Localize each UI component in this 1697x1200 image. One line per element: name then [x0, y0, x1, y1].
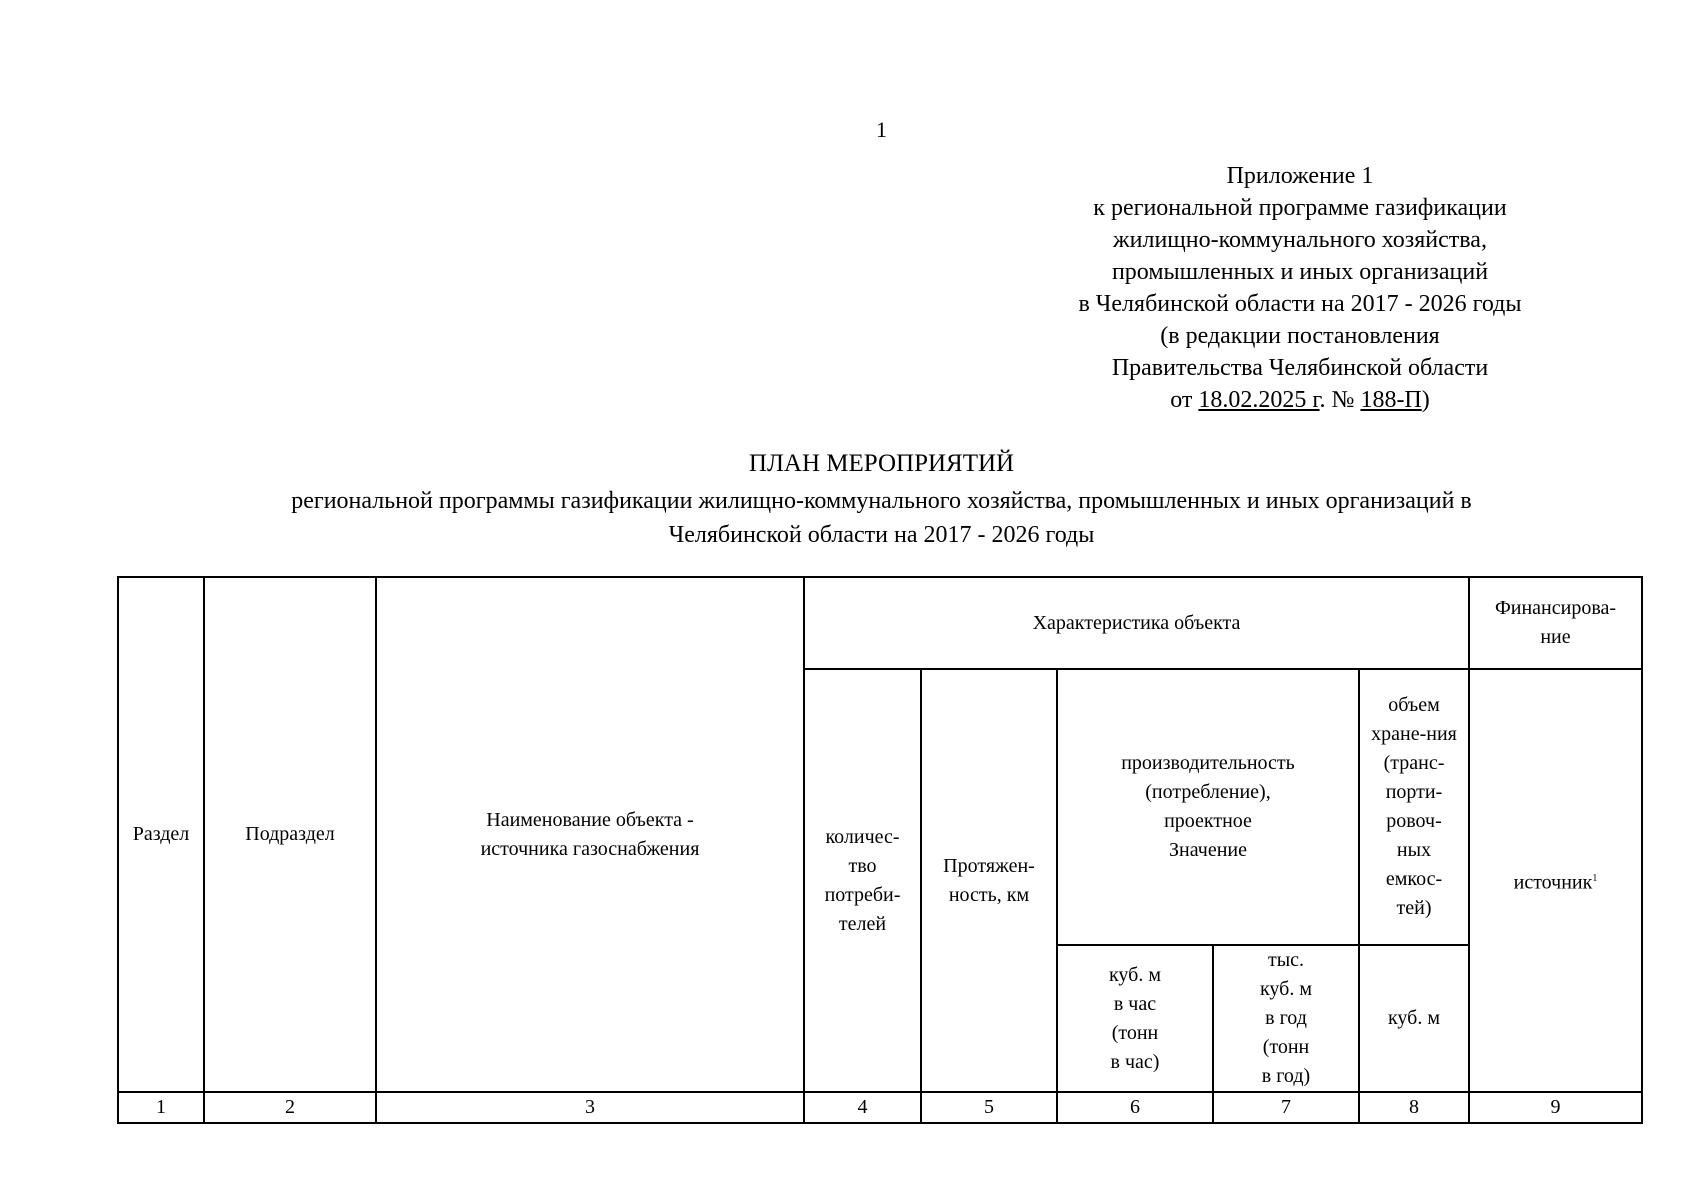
consumers-line: потреби-: [824, 883, 901, 906]
column-number-row: [118, 1092, 1642, 1123]
per-hour-line: куб. м: [1108, 963, 1161, 986]
header-financing: [1469, 577, 1642, 669]
productivity-line: (потребление),: [1145, 781, 1271, 803]
storage-line: (транс-: [1383, 752, 1445, 774]
consumers-line: телей: [838, 912, 887, 935]
per-year-line: (тонн: [1262, 1036, 1310, 1058]
appendix-date-line: [1020, 384, 1580, 416]
appendix-line: промышленных и иных организаций: [1111, 259, 1489, 285]
column-number: 8: [1359, 1092, 1469, 1123]
source-label: источник: [1513, 871, 1593, 894]
page-number: 1: [876, 117, 887, 142]
header-podrazdel: Подраздел: [204, 577, 376, 1092]
appendix-line: (в редакции постановления: [1160, 323, 1440, 349]
header-per-hour: [1057, 945, 1213, 1092]
plan-table: [117, 576, 1643, 1124]
header-consumers: [804, 669, 921, 1092]
column-number: 1: [118, 1092, 204, 1123]
plan-title: ПЛАН МЕРОПРИЯТИЙ: [748, 450, 1015, 477]
storage-line: ных: [1396, 839, 1432, 861]
header-object-name: [376, 577, 804, 1092]
plan-subtitle: [180, 484, 1583, 552]
appendix-block: [1020, 160, 1580, 416]
footnote-mark: 1: [1592, 872, 1598, 884]
appendix-line: Правительства Челябинской области: [1111, 355, 1489, 381]
from-prefix: от: [1170, 387, 1199, 413]
resolution-number: 188-П: [1360, 387, 1422, 413]
per-year-line: куб. м: [1259, 978, 1312, 1000]
column-number: 9: [1469, 1092, 1642, 1123]
object-name-line: Наименование объекта -: [486, 808, 694, 831]
closing-paren: ): [1421, 387, 1430, 413]
appendix-line: к региональной программе газификации: [1093, 195, 1507, 221]
header-razdel: Раздел: [118, 577, 204, 1092]
financing-line: ние: [1540, 626, 1571, 648]
column-number: 4: [804, 1092, 921, 1123]
productivity-line: производительность: [1121, 752, 1295, 774]
productivity-line: проектное: [1164, 810, 1252, 832]
productivity-line: Значение: [1168, 839, 1248, 861]
per-hour-line: в час): [1110, 1050, 1160, 1073]
financing-line: Финансирова-: [1494, 597, 1617, 619]
length-line: ность, км: [948, 883, 1030, 906]
header-per-year: [1213, 945, 1359, 1092]
column-number: 2: [204, 1092, 376, 1123]
per-hour-line: (тонн: [1111, 1021, 1159, 1044]
appendix-line: в Челябинской области на 2017 - 2026 годы: [1078, 291, 1522, 317]
storage-line: порти-: [1385, 781, 1443, 803]
per-year-line: в год: [1265, 1007, 1307, 1029]
header-length: [921, 669, 1057, 1092]
consumers-line: тво: [848, 854, 877, 877]
header-cubic-m: куб. м: [1359, 945, 1469, 1092]
subtitle-line: Челябинской области на 2017 - 2026 годы: [668, 522, 1095, 548]
storage-line: тей): [1396, 897, 1432, 919]
per-year-line: в год): [1261, 1065, 1311, 1087]
storage-line: объем: [1388, 694, 1440, 716]
resolution-date: 18.02.2025 г: [1198, 387, 1320, 413]
per-year-line: тыс.: [1267, 949, 1305, 971]
consumers-line: количес-: [825, 825, 900, 848]
object-name-line: источника газоснабжения: [480, 837, 700, 860]
column-number: 5: [921, 1092, 1057, 1123]
column-number: 7: [1213, 1092, 1359, 1123]
header-characteristic: Характеристика объекта: [804, 577, 1469, 669]
header-productivity: [1057, 669, 1359, 945]
column-number: 6: [1057, 1092, 1213, 1123]
length-line: Протяжен-: [943, 854, 1035, 877]
per-hour-line: в час: [1113, 992, 1157, 1015]
subtitle-line: региональной программы газификации жилищно-коммунального хозяйства, промышленных и иных организаций в: [291, 488, 1472, 514]
header-source: [1469, 669, 1642, 1092]
header-storage: [1359, 669, 1469, 945]
storage-line: хране-ния: [1371, 723, 1457, 745]
appendix-line: жилищно-коммунального хозяйства,: [1113, 227, 1487, 253]
column-number: 3: [376, 1092, 804, 1123]
appendix-title: Приложение 1: [1226, 163, 1374, 189]
storage-line: ровоч-: [1386, 810, 1442, 832]
storage-line: емкос-: [1385, 868, 1443, 890]
number-prefix: . №: [1319, 387, 1361, 413]
